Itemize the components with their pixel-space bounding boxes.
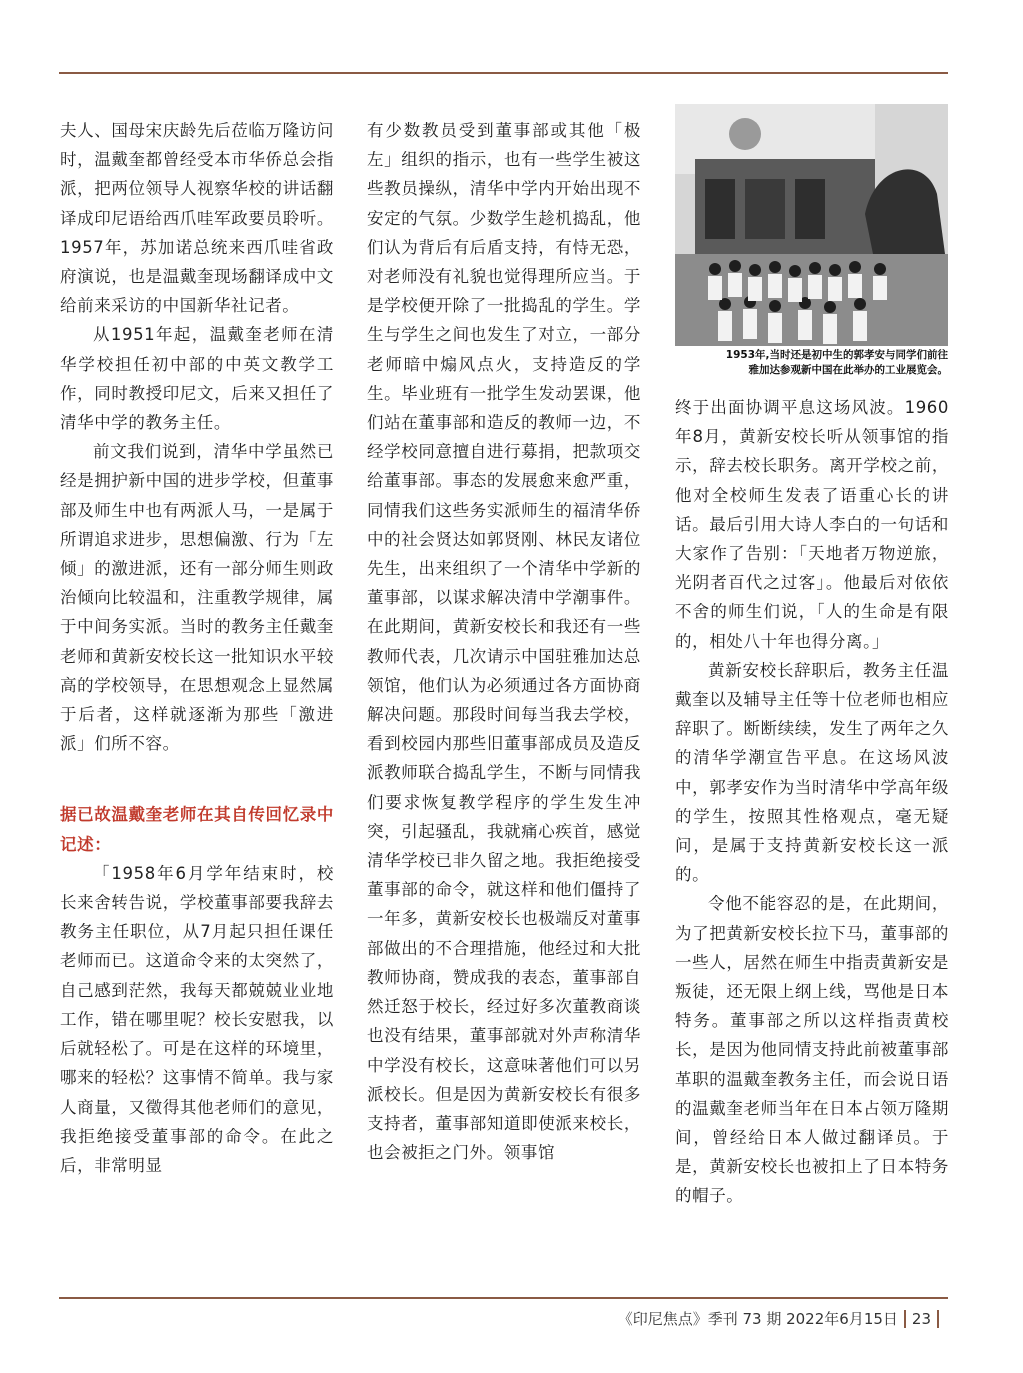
column-1 [60,116,334,1180]
section-heading: 据已故温戴奎老师在其自传回忆录中记述： [60,805,334,854]
photo-caption [675,348,948,378]
paragraph: 前文我们说到，清华中学虽然已经是拥护新中国的进步学校，但董事部及师生中也有两派人马，一是属于所谓追求进步，思想偏激、行为「左倾」的激进派，还有一部分师生则政治倾向比较温和，注重教学规律，属于中间务实派。当时的教务主任戴奎老师和黄新安校长这一批知识水平较高的学校领导，在思想观念上显然属于后者，这样就逐渐为那些「激进派」们所不容。 [60,442,334,754]
paragraph: 从1951年起，温戴奎老师在清华学校担任初中部的中英文教学工作，同时教授印尼文，后来又担任了清华中学的教务主任。 [60,325,334,433]
caption-line: 雅加达参观新中国在此举办的工业展览会。 [748,364,948,376]
bottom-rule [59,1297,948,1299]
page-footer [618,1308,945,1329]
top-rule [59,72,948,74]
publication-info: 《印尼焦点》季刊 73 期 2022年6月15日 [617,1310,898,1328]
column-2 [367,116,641,1167]
paragraph: 有少数教员受到董事部或其他「极左」组织的指示，也有一些学生被这些教员操纵，清华中学内开始出现不安定的气氛。少数学生趁机捣乱，他们认为背后有后盾支持，有恃无恐，对老师没有礼貌也觉得理所应当。于是学校便开除了一批捣乱的学生。学生与学生之间也发生了对立，一部分老师暗中煽风点火，支持造反的学生。毕业班有一批学生发动罢课，他们站在董事部和造反的教师一边，不经学校同意擅自进行募捐，把款项交给董事部。事态的发展愈来愈严重，同情我们这些务实派师生的福清华侨中的社会贤达如郭贤刚、林民友诸位先生，出来组织了一个清华中学新的董事部，以谋求解决清中学潮事件。在此期间，黄新安校长和我还有一些教师代表，几次请示中国驻雅加达总领馆，他们认为必须通过各方面协商解决问题。那段时间每当我去学校，看到校园内那些旧董事部成员及造反派教师联合捣乱学生，不断与同情我们要求恢复教学程序的学生发生冲突，引起骚乱，我就痛心疾首，感觉清华学校已非久留之地。我拒绝接受董事部的命令，就这样和他们僵持了一年多，黄新安校长也极端反对董事部做出的不合理措施，他经过和大批教师协商，赞成我的表态，董事部自然迁怒于校长，经过好多次董教商谈也没有结果，董事部就对外声称清华中学没有校长，这意味著他们可以另派校长。但是因为黄新安校长有很多支持者，董事部知道即使派来校长，也会被拒之门外。领事馆 [367,121,641,1163]
column-3 [675,393,949,1211]
page-number: 23 [911,1309,931,1328]
paragraph: 令他不能容忍的是，在此期间，为了把黄新安校长拉下马，董事部的一些人，居然在师生中指责黄新安是叛徒，还无限上纲上线，骂他是日本特务。董事部之所以这样指责黄校长，是因为他同情支持此前被董事部革职的温戴奎教务主任，而会说日语的温戴奎老师当年在日本占领万隆期间，曾经给日本人做过翻译员。于是，黄新安校长也被扣上了日本特务的帽子。 [675,894,949,1206]
divider [904,1310,906,1328]
paragraph: 「1958年6月学年结束时，校长来舍转告说，学校董事部要我辞去教务主任职位，从7月起只担任课任老师而已。这道命令来的太突然了，自己感到茫然，我每天都兢兢业业地工作，错在哪里呢？校长安慰我，以后就轻松了。可是在这样的环境里，哪来的轻松？这事情不简单。我与家人商量，又徵得其他老师们的意见，我拒绝接受董事部的命令。在此之后，非常明显 [60,863,334,1175]
paragraph: 终于出面协调平息这场风波。1960年8月，黄新安校长听从领事馆的指示，辞去校长职务。离开学校之前，他对全校师生发表了语重心长的讲话。最后引用大诗人李白的一句话和大家作了告别：「天地者万物逆旅，光阴者百代之过客」。他最后对依依不舍的师生们说，「人的生命是有限的，相处八十年也得分离。」 [675,398,949,651]
historical-photo [675,104,948,346]
paragraph: 夫人、国母宋庆龄先后莅临万隆访问时，温戴奎都曾经受本市华侨总会指派，把两位领导人视察华校的讲话翻译成印尼语给西爪哇军政要员聆听。1957年，苏加诺总统来西爪哇省政府演说，也是温戴奎现场翻译成中文给前来采访的中国新华社记者。 [60,121,334,316]
caption-line: 1953年,当时还是初中生的郭孝安与同学们前往 [725,349,948,361]
paragraph: 黄新安校长辞职后，教务主任温戴奎以及辅导主任等十位老师也相应辞职了。断断续续，发生了两年之久的清华学潮宣告平息。在这场风波中，郭孝安作为当时清华中学高年级的学生，按照其性格观点，毫无疑问，是属于支持黄新安校长这一派的。 [675,660,949,885]
divider [937,1310,939,1328]
